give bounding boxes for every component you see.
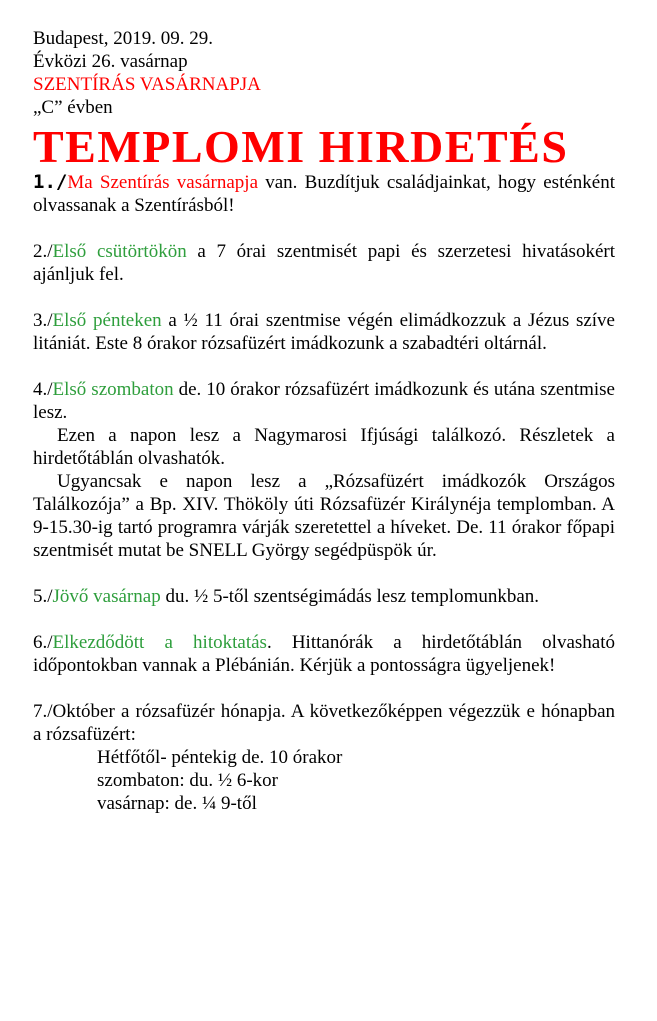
item-number: 4./ — [33, 379, 53, 400]
schedule-saturday: szombaton: du. ½ 6-kor — [97, 770, 279, 791]
announcement-5 — [33, 585, 615, 608]
item-highlight: Első szombaton — [52, 379, 174, 400]
announcement-2 — [33, 240, 615, 286]
announcement-7 — [33, 700, 615, 746]
item-number: 7./ — [33, 701, 53, 722]
schedule-sunday: vasárnap: de. ¼ 9-től — [97, 793, 257, 814]
item-highlight: Első pénteken — [52, 310, 162, 331]
item-number: 3./ — [33, 310, 53, 331]
announcement-page — [33, 27, 615, 815]
announcement-4 — [33, 378, 615, 424]
item-text: a 7 órai szentmisét papi és szerzetesi hivatásokért ajánljuk fel. — [33, 241, 615, 285]
liturgical-sunday: Évközi 26. vasárnap — [33, 51, 188, 72]
item-text: Október a rózsafüzér hónapja. A következőképpen végezzük e hónapban a rózsafüzért: — [33, 701, 615, 745]
item-text: . Hittanórák a hirdetőtáblán olvasható időpontokban vannak a Plébánián. Kérjük a pontosságra ügyeljenek! — [33, 632, 615, 676]
item-text: de. 10 órakor rózsafüzért imádkozunk és utána szentmise lesz. — [33, 379, 615, 423]
feast-name: SZENTÍRÁS VASÁRNAPJA — [33, 74, 261, 95]
schedule-weekdays: Hétfőtől- péntekig de. 10 órakor — [97, 747, 343, 768]
item-highlight: Első csütörtökön — [52, 241, 187, 262]
item-text: du. ½ 5-től szentségimádás lesz templomunkban. — [160, 586, 540, 607]
rosary-schedule — [33, 746, 615, 815]
item-text: van. Buzdítjuk családjainkat, hogy esténként olvassanak a Szentírásból! — [33, 172, 615, 216]
liturgical-year: „C” évben — [33, 97, 113, 118]
announcement-4-paragraph-3: Ugyancsak e napon lesz a „Rózsafüzért imádkozók Országos Találkozója” a Bp. XIV. Thököly úti Rózsafüzér Királynéja templomban. A 9-15.30-ig tartó programra várják szeretettel a híveket. De. 11 órakor főpapi szentmisét mutat be SNELL György segédpüspök úr. — [33, 471, 615, 561]
announcement-1 — [33, 171, 615, 217]
page-title: TEMPLOMI HIRDETÉS — [33, 121, 569, 172]
announcement-6 — [33, 631, 615, 677]
item-text: a ½ 11 órai szentmise végén elimádkozzuk a Jézus szíve litániát. Este 8 órakor rózsafüzért imádkozunk a szabadtéri oltárnál. — [33, 310, 615, 354]
item-number: 6./ — [33, 632, 53, 653]
place-date: Budapest, 2019. 09. 29. — [33, 28, 213, 49]
item-number: 2./ — [33, 241, 53, 262]
item-highlight: Ma Szentírás vasárnapja — [67, 172, 259, 193]
announcement-4-paragraph-2: Ezen a napon lesz a Nagymarosi Ifjúsági találkozó. Részletek a hirdetőtáblán olvashatók. — [33, 425, 615, 469]
item-highlight: Jövő vasárnap — [52, 586, 161, 607]
item-number: 1./ — [33, 171, 68, 193]
item-highlight: Elkezdődött a hitoktatás — [52, 632, 267, 653]
announcement-3 — [33, 309, 615, 355]
item-number: 5./ — [33, 586, 53, 607]
